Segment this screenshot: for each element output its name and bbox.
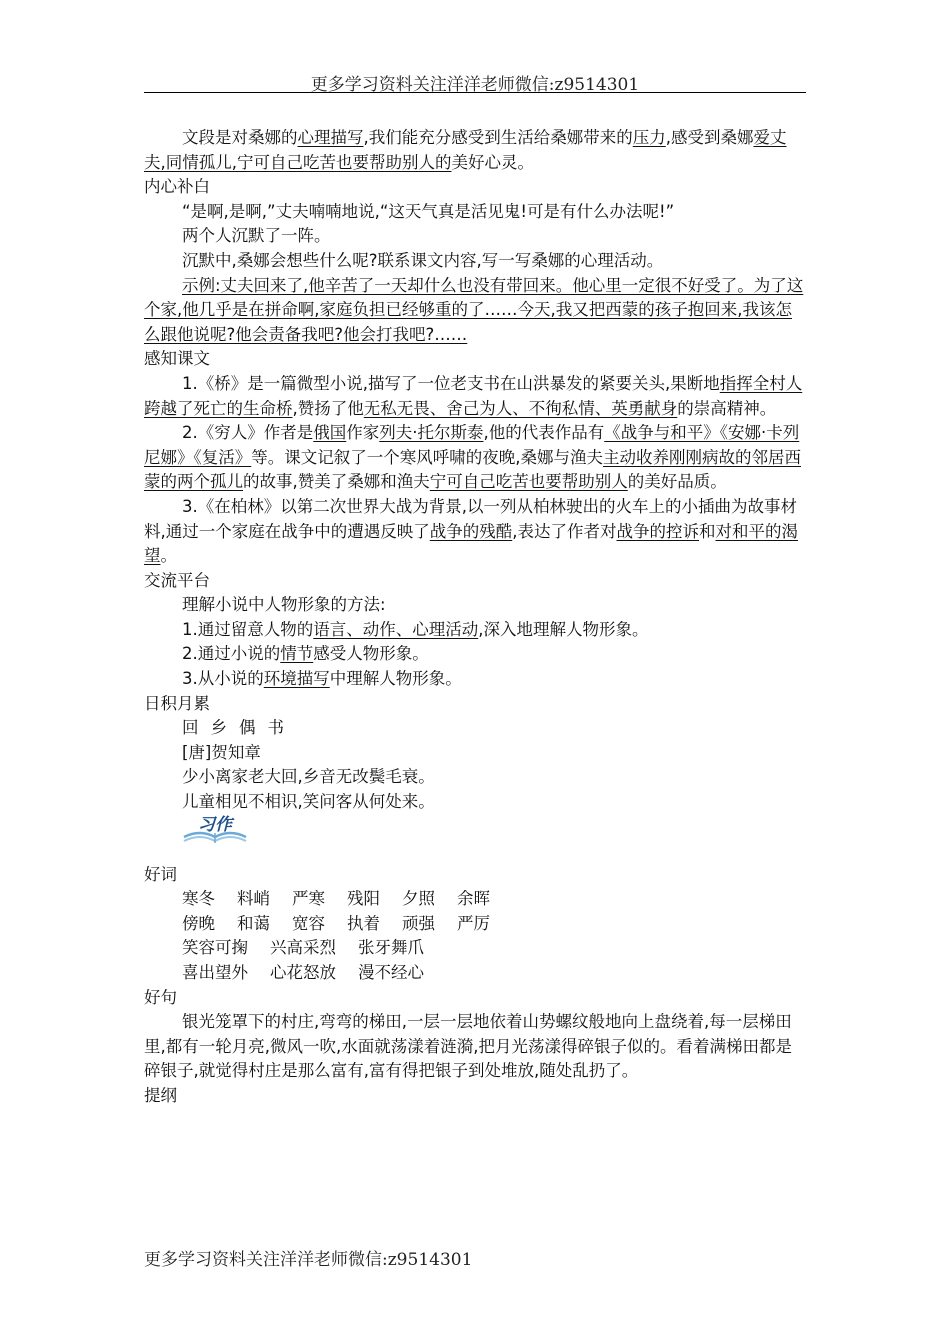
text-item-3 [144, 495, 808, 569]
vocab-word: 严寒 [292, 889, 325, 909]
silence-line: 两个人沉默了一阵。 [182, 226, 331, 246]
poem-line-1: 少小离家老大回,乡音无改鬓毛衰。 [182, 767, 435, 787]
text-run: ,我们能充分感受到生活给桑娜带来的 [363, 128, 633, 147]
vocab-word: 余晖 [457, 889, 490, 909]
underlined-answer: 心理描写 [297, 128, 364, 147]
text-run: 美好心灵。 [451, 152, 534, 172]
writing-badge-label: 习作 [198, 814, 232, 835]
underlined-answer: 列夫·托尔斯泰 [379, 423, 484, 443]
intro-paragraph [144, 126, 808, 175]
text-run: ,感受到桑娜 [665, 128, 754, 147]
vocab-word: 兴高采烈 [270, 938, 336, 958]
example-answer [144, 274, 808, 348]
text-run: 的崇高精神。 [677, 398, 777, 418]
underlined-answer: 爱丈夫,同情孤儿,宁可自己吃苦也要帮助别人的 [144, 128, 787, 172]
vocab-word: 宽容 [292, 913, 325, 933]
text-run: 感受人物形象。 [313, 644, 429, 664]
writing-badge [182, 815, 248, 845]
poem-line-2: 儿童相见不相识,笑问客从何处来。 [182, 792, 435, 812]
text-run: 3.从小说的 [182, 669, 264, 689]
underlined-answer: 主动收养刚刚病故的邻居西蒙的两个孤儿 [144, 447, 801, 492]
text-run: 等。课文记叙了一个寒风呼啸的夜晚,桑娜与渔夫 [251, 447, 603, 467]
text-run: ,他的代表作品有 [483, 423, 605, 443]
text-run: 文段是对桑娜的 [182, 128, 298, 147]
underlined-answer: 指挥全村人跨越了死亡的生命桥 [144, 373, 803, 418]
text-run: 作家 [346, 423, 380, 443]
vocab-word: 残阳 [347, 889, 380, 909]
text-run: 2.《穷人》作者是 [182, 423, 314, 443]
poem-author: [唐]贺知章 [182, 742, 261, 762]
section-title-good-words: 好词 [144, 864, 177, 884]
vocab-word: 喜出望外 [182, 963, 248, 982]
text-run: 。 [160, 546, 177, 566]
vocab-word: 和蔼 [237, 913, 270, 933]
text-item-2 [144, 421, 808, 495]
badge-row [144, 815, 808, 863]
underlined-answer: 俄国 [313, 423, 347, 443]
text-run: 2.通过小说的 [182, 644, 281, 664]
example-text: 示例:丈夫回来了,他辛苦了一天却什么也没有带回来。他心里一定很不好受了。为了这个家,他几乎是在拼命啊,家庭负担已经够重的了……今天,我又把西蒙的孩子抱回来,我该怎么跟他说呢?他会责备我吧?他会打我吧?…… [144, 275, 804, 344]
section-title-good-sentences: 好句 [144, 987, 177, 1007]
vocab-word: 料峭 [237, 889, 270, 909]
text-run: 1.通过留意人物的 [182, 619, 314, 639]
text-run: 中理解人物形象。 [329, 669, 462, 689]
underlined-answer: 对和平的渴望 [144, 521, 798, 566]
word-row-1 [144, 887, 808, 912]
section-title-text-perception: 感知课文 [144, 349, 210, 369]
underlined-answer: 宁可自己吃苦也要帮助别人 [429, 472, 628, 492]
vocab-word: 执着 [347, 913, 380, 933]
section-title-accumulation: 日积月累 [144, 693, 210, 713]
text-run: ,深入地理解人物形象。 [478, 619, 649, 639]
vocab-word: 张牙舞爪 [358, 938, 424, 958]
text-run: ,表达了作者对 [512, 521, 617, 541]
poem-title: 回乡偶书 [182, 718, 296, 738]
header-divider [144, 92, 806, 93]
underlined-answer: 情节 [280, 644, 314, 664]
text-item-1 [144, 372, 808, 421]
vocab-word: 笑容可掬 [182, 938, 248, 958]
word-row-2 [144, 912, 808, 937]
good-sentence: 银光笼罩下的村庄,弯弯的梯田,一层一层地依着山势螺纹般地向上盘绕着,每一层梯田里,都有一轮月亮,微风一吹,水面就荡漾着涟漪,把月光荡漾得碎银子似的。看着满梯田都是碎银子,就觉得村庄是那么富有,富有得把银子到处堆放,随处乱扔了。 [144, 1012, 792, 1081]
underlined-answer: 语言、动作、心理活动 [313, 619, 479, 639]
vocab-word: 傍晚 [182, 913, 215, 933]
section-title-inner-monologue: 内心补白 [144, 177, 210, 197]
word-row-4 [144, 961, 808, 986]
underlined-answer: 战争的残酷 [429, 521, 513, 541]
content [144, 126, 808, 1109]
method-2 [144, 642, 808, 667]
underlined-answer: 《战争与和平》《安娜·卡列尼娜》《复活》 [144, 423, 800, 467]
text-run: ,赞扬了他 [292, 398, 364, 418]
underlined-answer: 战争的控诉 [616, 521, 699, 541]
vocab-word: 严厉 [457, 913, 490, 933]
page-header: 更多学习资料关注洋洋老师微信:z9514301 [310, 75, 640, 95]
text-run: 3.《在柏林》以第二次世界大战为背景,以一列从柏林驶出的火车上的小插曲为故事材料,通过一个家庭在战争中的遭遇反映了 [144, 496, 797, 541]
method-lead: 理解小说中人物形象的方法: [182, 595, 386, 615]
text-run: 的美好品质。 [627, 472, 727, 492]
text-run: 和 [699, 521, 716, 541]
vocab-word: 顽强 [402, 913, 435, 933]
vocab-word: 心花怒放 [270, 963, 336, 982]
section-title-outline: 提纲 [144, 1085, 177, 1105]
underlined-answer: 无私无畏、舍己为人、不徇私情、英勇献身 [363, 398, 678, 418]
vocab-word: 漫不经心 [358, 963, 424, 982]
dialogue-line: “是啊,是啊,”丈夫喃喃地说,“这天气真是活见鬼!可是有什么办法呢!” [182, 201, 675, 221]
page-footer: 更多学习资料关注洋洋老师微信:z9514301 [144, 1250, 473, 1270]
section-title-exchange: 交流平台 [144, 570, 210, 590]
vocab-word: 夕照 [402, 889, 435, 909]
text-run: 1.《桥》是一篇微型小说,描写了一位老支书在山洪暴发的紧要关头,果断地 [182, 373, 720, 393]
method-1 [144, 618, 808, 643]
vocab-word: 寒冬 [182, 889, 215, 909]
word-row-3 [144, 936, 808, 961]
underlined-answer: 环境描写 [263, 669, 330, 689]
method-3 [144, 667, 808, 692]
underlined-answer: 压力 [632, 128, 666, 147]
task-line: 沉默中,桑娜会想些什么呢?联系课文内容,写一写桑娜的心理活动。 [182, 250, 664, 270]
text-run: 的故事,赞美了桑娜和渔夫 [243, 472, 430, 492]
